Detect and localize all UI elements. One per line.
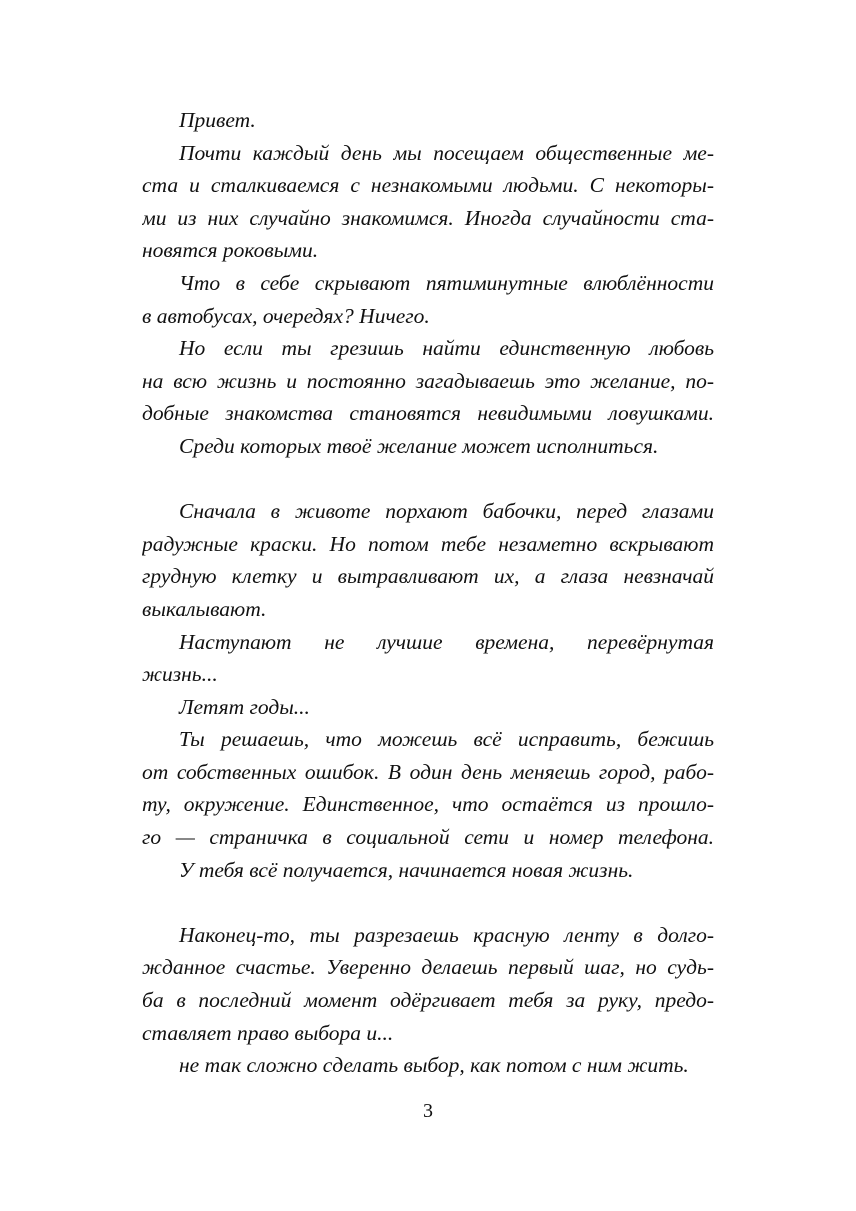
text-line: У тебя всё получается, начинается новая жизнь.	[179, 857, 634, 882]
text-line: добные знакомства становятся невидимыми ловушками.	[142, 401, 714, 426]
text-line: ста и сталкиваемся с незнакомыми людьми. С некоторы-	[142, 173, 714, 198]
page-body	[142, 104, 714, 1082]
paragraph-gap	[142, 886, 714, 919]
text-line: жданное счастье. Уверенно делаешь первый шаг, но судь-	[142, 955, 714, 980]
text-line: в автобусах, очередях? Ничего.	[142, 303, 430, 328]
text-line: ту, окружение. Единственное, что остаётся из прошло-	[142, 792, 714, 817]
paragraph-gap	[142, 463, 714, 496]
text-line: Привет.	[179, 108, 256, 132]
text-line: новятся роковыми.	[142, 238, 319, 263]
page-number: 3	[423, 1100, 433, 1122]
text-line: от собственных ошибок. В один день меняешь город, рабо-	[142, 759, 714, 784]
text-line: ставляет право выбора и...	[142, 1020, 394, 1045]
text-line: Почти каждый день мы посещаем общественные ме-	[179, 140, 714, 165]
text-line: не так сложно сделать выбор, как потом с ним жить.	[179, 1053, 689, 1078]
text-line: ба в последний момент одёргивает тебя за руку, предо-	[142, 988, 714, 1013]
text-line: Летят годы...	[179, 694, 310, 719]
text-line: грудную клетку и вытравливают их, а глаза невзначай	[142, 564, 714, 589]
text-line: жизнь...	[142, 662, 218, 687]
text-line: Среди которых твоё желание может исполниться.	[179, 433, 659, 458]
text-line: Ты решаешь, что можешь всё исправить, бежишь	[179, 727, 714, 752]
text-line: Что в себе скрывают пятиминутные влюблённости	[179, 270, 714, 295]
text-line: выкалывают.	[142, 596, 267, 621]
text-line: Наконец-то, ты разрезаешь красную ленту в долго-	[179, 922, 714, 947]
text-line: Наступают не лучшие времена, перевёрнутая	[179, 629, 714, 654]
text-line: го — страничка в социальной сети и номер телефона.	[142, 825, 714, 850]
text-line: Сначала в животе порхают бабочки, перед глазами	[179, 499, 714, 524]
text-line: на всю жизнь и постоянно загадываешь это желание, по-	[142, 368, 714, 393]
text-line: Но если ты грезишь найти единственную любовь	[179, 336, 714, 361]
text-line: ми из них случайно знакомимся. Иногда случайности ста-	[142, 205, 714, 230]
text-line: радужные краски. Но потом тебе незаметно вскрывают	[142, 531, 714, 556]
